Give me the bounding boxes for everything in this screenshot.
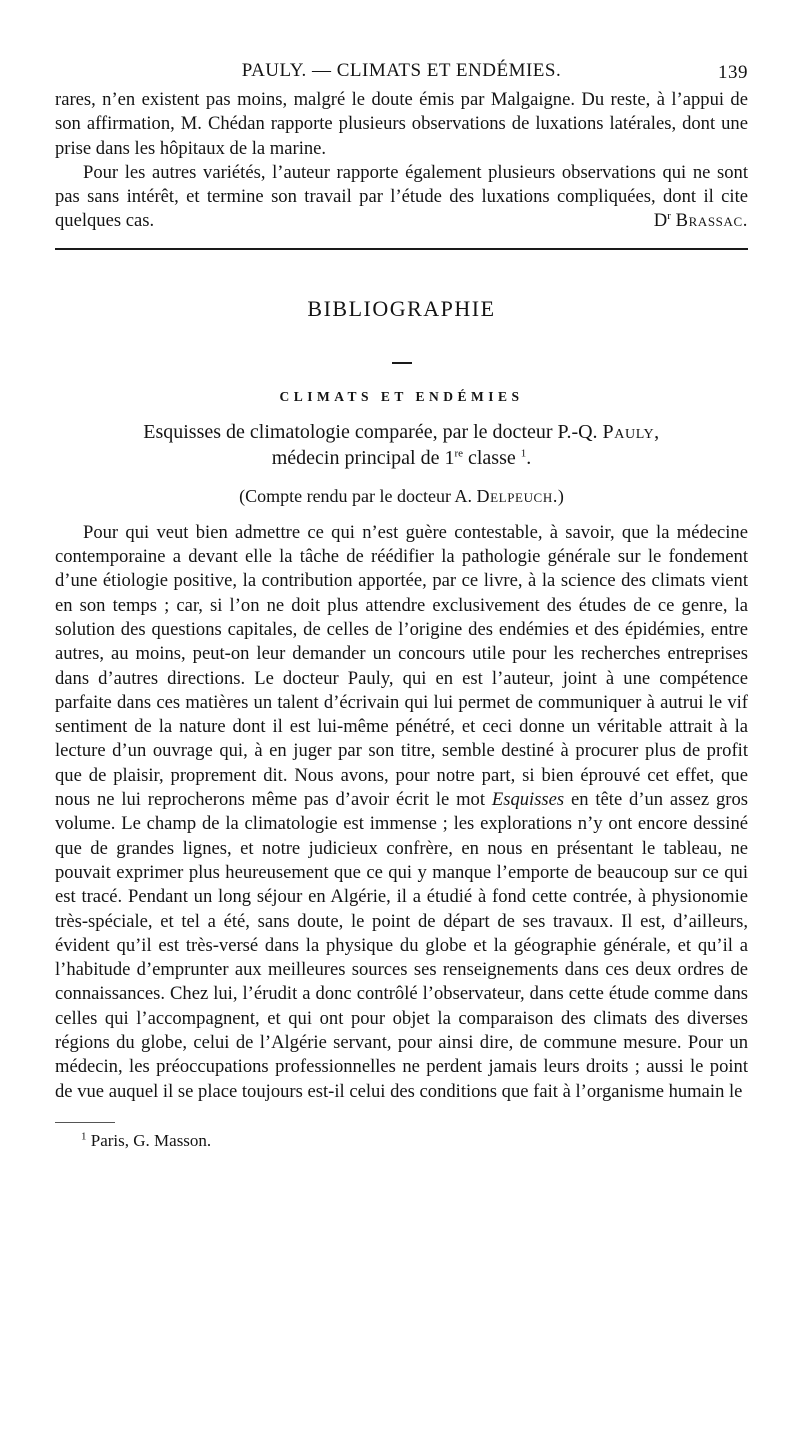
review-body-paragraph: Pour qui veut bien admettre ce qui n’est guère contestable, à savoir, que la médecine contemporaine a devant elle la tâche de réédifier la pathologie générale sur le fondement d’une étiologie positive, la contribution apportée, par ce livre, à la science des climats vient en son temps ; car, si l’on ne doit plus attendre exclusivement des études de ce genre, la solution des questions capitales, de celles de l’origine des endémies et des épidémies, entre autres, au moins, peut-on leur demander un concours utile pour les recherches entreprises dans d’autres directions. Le docteur Pauly, qui en est l’auteur, joint à une compétence parfaite dans ces matières un talent d’écrivain qui lui permet de communiquer à autrui le vif sentiment de la nature dont il est lui-même pénétré, et ceci donne un véritable attrait à la lecture d’un ouvrage qui, à en juger par son titre, semble destiné à procurer plus de profit que de plaisir, proprement dit. Nous avons, pour notre part, si bien éprouvé cet effet, que nous ne lui reprocherons même pas d’avoir écrit le mot Esquisses en tête d’un assez gros volume. Le champ de la climatologie est immense ; les explorations n’y ont encore dessiné que de grandes lignes, et notre judicieux confrère, en nous en présentant le tableau, ne pouvait exprimer plus heureusement que ce qui y manque l’emporte de beaucoup sur ce qui est tracé. Pendant un long séjour en Algérie, il a étudié à fond cette contrée, à physionomie très-spéciale, et tel a été, sans doute, le point de départ de ses travaux. Il est, d’ailleurs, évident qu’il est très-versé dans la physique du globe et la géographie générale, et qu’il a l’habitude d’emprunter aux meilleures sources ses renseignements dans ces deux ordres de connaissances. Chez lui, l’érudit a donc contrôlé l’observateur, dans cette étude comme dans celles qui l’accompagnent, et qui ont pour objet la comparaison des climats des diverses régions du globe, celui de l’Algérie servant, pour ainsi dire, de commune mesure. Pour un médecin, les préoccupations professionnelles ne perdent jamais leurs droits ; aussi le point de vue auquel il se place toujours est-il celui des conditions que fait à l’organisme humain le [55,521,748,1102]
footnote-marker: 1 [81,1130,87,1143]
running-header [55,58,748,88]
footnote-text: Paris, G. Masson. [86,1130,212,1150]
footnote-rule [55,1122,115,1123]
reviewer-name: Delpeuch. [476,485,558,506]
italic-emphasis: Esquisses [491,789,565,811]
section-divider [55,248,748,250]
closing-text: Pour les autres variétés, l’auteur rapporte également plusieurs observations qui ne sont pas sans intérêt, et termine son travail par l’étude des luxations compliquées, dont il cite quelques cas. [55,161,748,232]
previous-article-paragraph: rares, n’en existent pas moins, malgré le doute émis par Malgaigne. Du reste, à l’appui de son affirmation, M. Chédan rapporte plusieurs observations de luxations latérales, dont une prise dans les hôpitaux de la marine. [55,89,748,159]
subsection-heading: CLIMATS ET ENDÉMIES [279,388,524,404]
book-author: Pauly, [602,420,660,443]
page-number: 139 [718,62,748,83]
previous-article-closing-paragraph [55,161,748,234]
bibliography-heading: BIBLIOGRAPHIE [307,295,496,321]
footnote [81,1131,748,1151]
footnote-reference: 1 [520,447,527,460]
author-signature: $D^r$ Brassac. [653,210,748,232]
page [55,58,748,1151]
book-title: Esquisses de climatologie comparée, par le docteur P.-Q. Pauly, médecin principal de 1re classe $^1$. [143,420,660,469]
running-title: PAULY. — CLIMATS ET ENDÉMIES. [241,60,562,81]
review-credit: (Compte rendu par le docteur A. Delpeuch.) [239,485,564,506]
heading-dash [392,362,412,364]
